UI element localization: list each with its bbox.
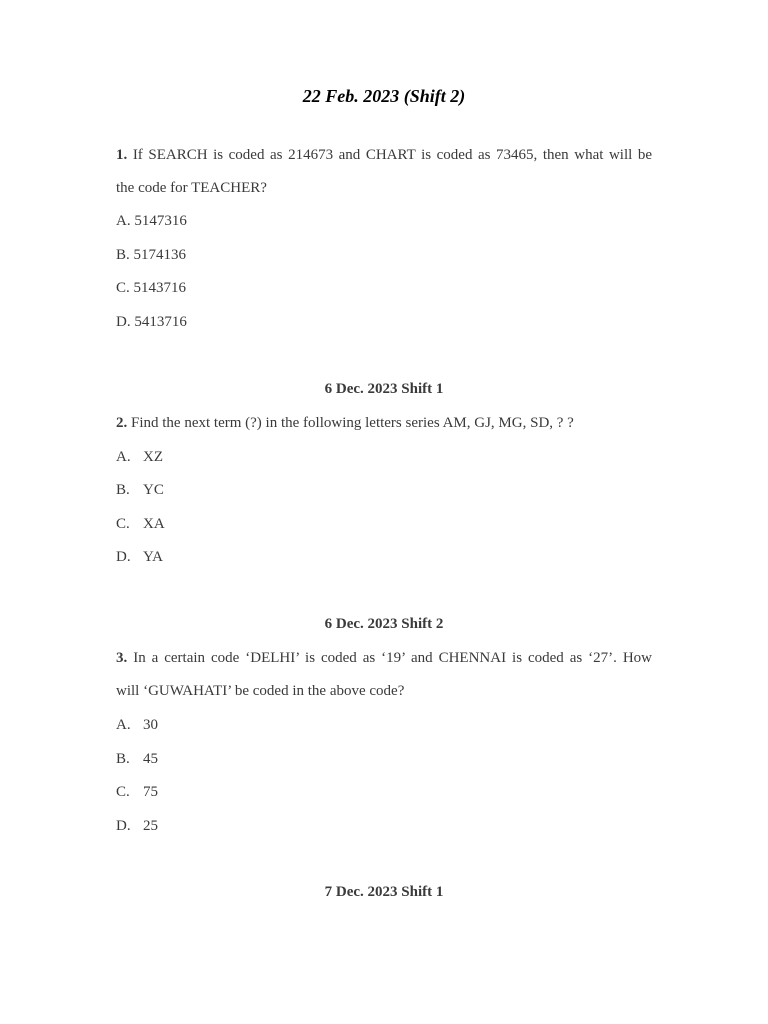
question-3-text-line-2: will ‘GUWAHATI’ be coded in the above code? <box>116 683 405 699</box>
option-value: YC <box>143 482 164 498</box>
option-letter: D. <box>116 314 131 330</box>
option-value: 25 <box>143 818 158 834</box>
question-2-option-b <box>116 481 164 499</box>
question-2-option-d <box>116 548 163 566</box>
option-value: 30 <box>143 717 158 733</box>
question-1-option-d <box>116 313 187 331</box>
option-value: XZ <box>143 449 163 465</box>
question-1-option-c <box>116 279 186 297</box>
page-title: 22 Feb. 2023 (Shift 2) <box>302 86 466 106</box>
option-value: 75 <box>143 784 158 800</box>
question-1-option-a <box>116 212 187 230</box>
option-value: 5174136 <box>133 247 187 263</box>
question-2-text <box>116 414 652 432</box>
option-value: YA <box>143 549 164 565</box>
question-3-option-c <box>116 783 158 801</box>
option-value: 5413716 <box>134 314 187 330</box>
question-number: 2. <box>116 415 128 431</box>
option-letter: A. <box>116 213 131 229</box>
option-value: XA <box>143 516 165 532</box>
question-3-text-line-1 <box>116 649 652 667</box>
question-3-option-a <box>116 716 158 734</box>
question-2-option-c <box>116 515 165 533</box>
option-value: 5147316 <box>134 213 187 229</box>
section-heading: 6 Dec. 2023 Shift 1 <box>324 381 444 397</box>
question-number: 3. <box>116 650 128 666</box>
question-1-text-line-1 <box>116 146 652 164</box>
option-letter: C. <box>116 784 130 800</box>
option-letter: A. <box>116 449 131 465</box>
option-letter: A. <box>116 717 131 733</box>
section-heading: 7 Dec. 2023 Shift 1 <box>324 884 444 900</box>
question-3-option-d <box>116 817 158 835</box>
option-value: 45 <box>143 751 158 767</box>
section-heading: 6 Dec. 2023 Shift 2 <box>324 616 444 632</box>
option-value: 5143716 <box>133 280 187 296</box>
question-1-text-line-2: the code for TEACHER? <box>116 180 267 196</box>
question-1-option-b <box>116 246 186 264</box>
option-letter: B. <box>116 482 130 498</box>
question-2-option-a <box>116 448 163 466</box>
question-3-option-b <box>116 750 158 768</box>
option-letter: D. <box>116 818 131 834</box>
question-text: In a certain code ‘DELHI’ is coded as ‘19’ and CHENNAI is coded as ‘27’. How <box>133 650 653 666</box>
option-letter: B. <box>116 247 130 263</box>
option-letter: D. <box>116 549 131 565</box>
option-letter: C. <box>116 280 130 296</box>
question-number: 1. <box>116 147 128 163</box>
question-text: If SEARCH is coded as 214673 and CHART is coded as 73465, then what will be <box>132 147 652 163</box>
question-text: Find the next term (?) in the following letters series AM, GJ, MG, SD, ? ? <box>131 415 574 431</box>
option-letter: C. <box>116 516 130 532</box>
option-letter: B. <box>116 751 130 767</box>
